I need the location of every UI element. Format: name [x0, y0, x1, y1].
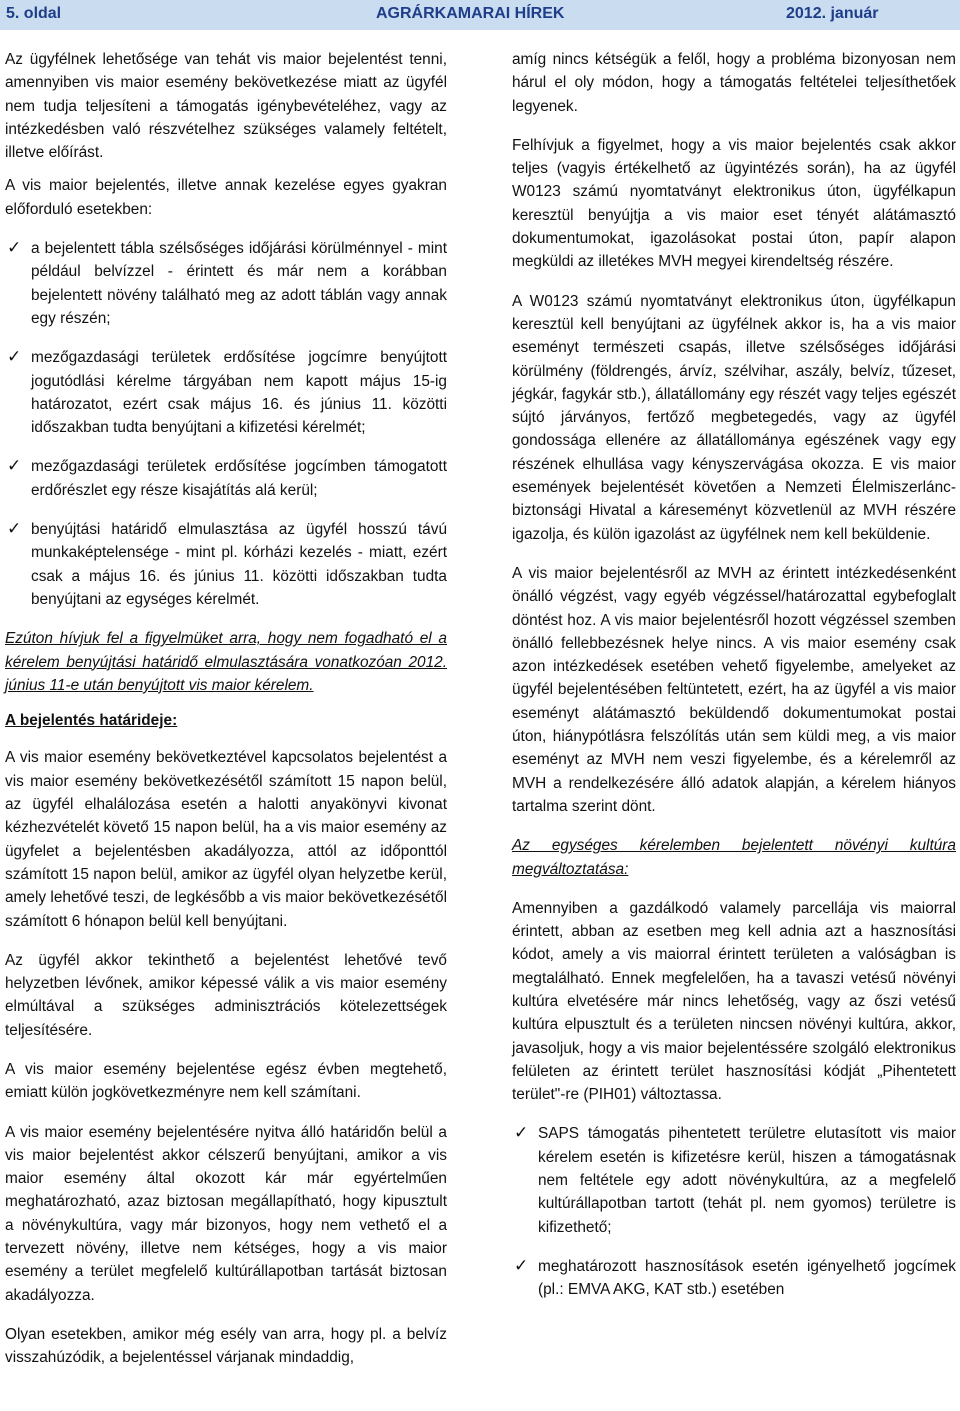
- case-list: [5, 237, 447, 611]
- list-item-text: benyújtási határidő elmulasztása az ügyfél hosszú távú munkaképtelensége - mint pl. kórházi kezelés - miatt, ezért csak a május 16. és június 11. közötti időszakban tudta benyújtani az egységes kérelmét.: [31, 521, 447, 608]
- checkmark-icon: ✓: [7, 238, 22, 258]
- case-list: [512, 1122, 956, 1301]
- checkmark-icon: ✓: [514, 1255, 529, 1275]
- paragraph: Felhívjuk a figyelmet, hogy a vis maior bejelentés csak akkor teljes (vagyis értékelhető az ügyintézés során), ha az ügyfél W0123 számú nyomtatványt elektronikus úton, ügyfélkapun keresztül benyújtja a vis maior eset tényét alátámasztó dokumentumokat, igazolásokat postai úton, papír alapon megküldi az illetékes MVH megyei kirendeltség részére.: [512, 136, 956, 271]
- checkmark-icon: ✓: [7, 519, 22, 539]
- paragraph: A vis maior bejelentés, illetve annak kezelése egyes gyakran előforduló esetekben:: [5, 177, 447, 218]
- list-item: [512, 1122, 956, 1238]
- paragraph: amíg nincs kétségük a felől, hogy a probléma bizonyosan nem hárul el oly módon, hogy a támogatás feltételei teljesíthetőek legyenek.: [512, 51, 956, 115]
- paragraph: A vis maior bejelentésről az MVH az érintett intézkedésenként önálló végzést, vagy egyéb végzéssel/határozattal egybefoglalt döntést hoz. A vis maior bejelentésről hozott végzéssel szemben önálló fellebbezésnek helye nincs. A vis maior esemény csak azon intézkedések esetében vehető figyelembe, amelyeket az ügyfél bejelentésében feltüntetett, ezért, ha az ügyfél a vis maior eseményt alátámasztó beküldendő dokumentumokat postai úton, hiánypótlásra felszólítás után sem küldi meg, a vis maior eseményt az MVH nem veszi figyelembe, és a kérelemről az MVH a rendelkezésére álló adatok alapján, a kérelem hiányos tartalma szerint dönt.: [512, 564, 956, 815]
- paragraph: Amennyiben a gazdálkodó valamely parcellája vis maiorral érintett, abban az esetben meg kell adnia azt a hasznosítási kódot, amely a vis maiorral érintett területen a valóságban is megtalálható. Ennek megfelelően, ha a tavaszi vetésű növényi kultúra elvetésére már nincs lehetőség, vagy az őszi vetésű kultúra elpusztult és a területen nincsen növényi kultúra, akkor, javasoljuk, hogy a vis maior bejelentéssére szolgáló elektronikus felületen az érintett terület hasznosítási kódját „Pihentetett terület"-re (PIH01) változtassa.: [512, 899, 956, 1104]
- paragraph: A W0123 számú nyomtatványt elektronikus úton, ügyfélkapun keresztül kell benyújtani az ügyfélnek akkor is, ha a vis maior eseményt természeti csapás, illetve szélsőséges időjárási körülmény (földrengés, árvíz, szélvihar, aszály, belvíz, tűzeset, jégkár, fagykár stb.), állatállomány egy részét vagy teljes egészét sújtó járványos, fertőző megbetegedés, vagy az ügyfél gondossága ellenére az állatállománya egészének vagy egy részének elhullása vagy kényszervágása okozza. E vis maior események bejelentését követően a Nemzeti Élelmiszerlánc-biztonsági Hivatal a káreseményt közvetlenül az MVH részére igazolja, és külön igazolást az ügyfélnek nem kell beküldenie.: [512, 292, 956, 543]
- page-number: 5. oldal: [6, 5, 62, 22]
- paragraph: A vis maior esemény bejelentésére nyitva álló határidőn belül a vis maior bejelentést akkor célszerű benyújtani, amikor a vis maior esemény által okozott kár már egyértelműen meghatározható, azaz biztosan megállapítható, hogy kipusztult a növénykultúra, vagy már bizonyos, hogy nem vethető el a tervezett növény, illetve nem kétséges, hogy a vis maior esemény a terület megfelelő kultúrállapotban tartását biztosan akadályozza.: [5, 1123, 447, 1304]
- list-item: [5, 237, 447, 330]
- publication-title: AGRÁRKAMARAI HÍREK: [376, 5, 565, 22]
- list-item: [512, 1255, 956, 1302]
- checkmark-icon: ✓: [7, 347, 22, 367]
- list-item-text: mezőgazdasági területek erdősítése jogcímre benyújtott jogutódlási kérelme tárgyában nem kapott május 15-ig határozatot, ezért csak május 16. és június 11. közötti időszakban tudta benyújtani a kifizetési kérelmét;: [31, 349, 447, 437]
- list-item-text: meghatározott hasznosítások esetén igényelhető jogcímek (pl.: EMVA AKG, KAT stb.) esetében: [538, 1257, 956, 1299]
- list-item-text: a bejelentett tábla szélsőséges időjárási körülménnyel - mint például belvízzel - érintett és már nem a korábban bejelentett növény található meg az adott táblán vagy annak egy részén;: [31, 240, 447, 327]
- list-item: [5, 455, 447, 502]
- list-item-text: mezőgazdasági területek erdősítése jogcímben támogatott erdőrészlet egy része kisajátítás alá kerül;: [31, 458, 447, 499]
- list-item: [5, 518, 447, 611]
- list-item-text: SAPS támogatás pihentetett területre elutasított vis maior kérelem esetén is kifizetésre kerül, hiszen a támogatásnak nem feltétele egy adott növénykultúra, az a megfelelő kultúrállapotban tartott (tehát pl. nem gyomos) területre is kifizethető;: [538, 1125, 956, 1236]
- page-header: [0, 0, 960, 30]
- paragraph: Az ügyfélnek lehetősége van tehát vis maior bejelentést tenni, amennyiben vis maior esemény bekövetkezése miatt az ügyfél nem tudja teljesíteni a támogatás igénybevételéhez, vagy az intézkedésben való részvételhez szükséges valamely feltételt, illetve előírást.: [5, 51, 447, 162]
- section-heading: A bejelentés határideje:: [5, 712, 178, 730]
- paragraph: Az ügyfél akkor tekinthető a bejelentést lehetővé tevő helyzetben lévőnek, amikor képessé válik a vis maior esemény elmúltával a szükséges adminisztrációs kötelezettségek teljesítésére.: [5, 951, 447, 1039]
- paragraph: A vis maior esemény bejelentése egész évben megtehető, emiatt külön jogkövetkezményre nem kell számítani.: [5, 1060, 447, 1102]
- paragraph: A vis maior esemény bekövetkeztével kapcsolatos bejelentést a vis maior esemény bekövetkezésétől számított 15 napon belül, az ügyfél elhalálozása esetén a halotti anyakönyvi kivonat kézhezvételét követő 15 napon belül, ha a vis maior esemény az ügyfelet a bejelentésben akadályozza, attól az időponttól számított 15 napon belül, amikor az ügyfél olyan helyzetbe kerül, amely lehetővé teszi, de legkésőbb a vis maior bekövetkezésétől számított 6 hónapon belül kell benyújtani.: [5, 749, 447, 930]
- list-item: [5, 346, 447, 439]
- notice-text: Ezúton hívjuk fel a figyelmüket arra, hogy nem fogadható el a kérelem benyújtási határidő elmulasztására vonatkozóan 2012. június 11-e után benyújtott vis maior kérelem.: [5, 630, 447, 694]
- right-column: [512, 48, 956, 1318]
- section-heading: Az egységes kérelemben bejelentett növényi kultúra megváltoztatása:: [512, 837, 956, 878]
- checkmark-icon: ✓: [514, 1123, 529, 1143]
- issue-date: 2012. január: [786, 5, 879, 22]
- paragraph: Olyan esetekben, amikor még esély van arra, hogy pl. a belvíz visszahúzódik, a bejelentéssel várjanak mindaddig,: [5, 1325, 447, 1367]
- left-column: [5, 48, 447, 1386]
- checkmark-icon: ✓: [7, 456, 22, 476]
